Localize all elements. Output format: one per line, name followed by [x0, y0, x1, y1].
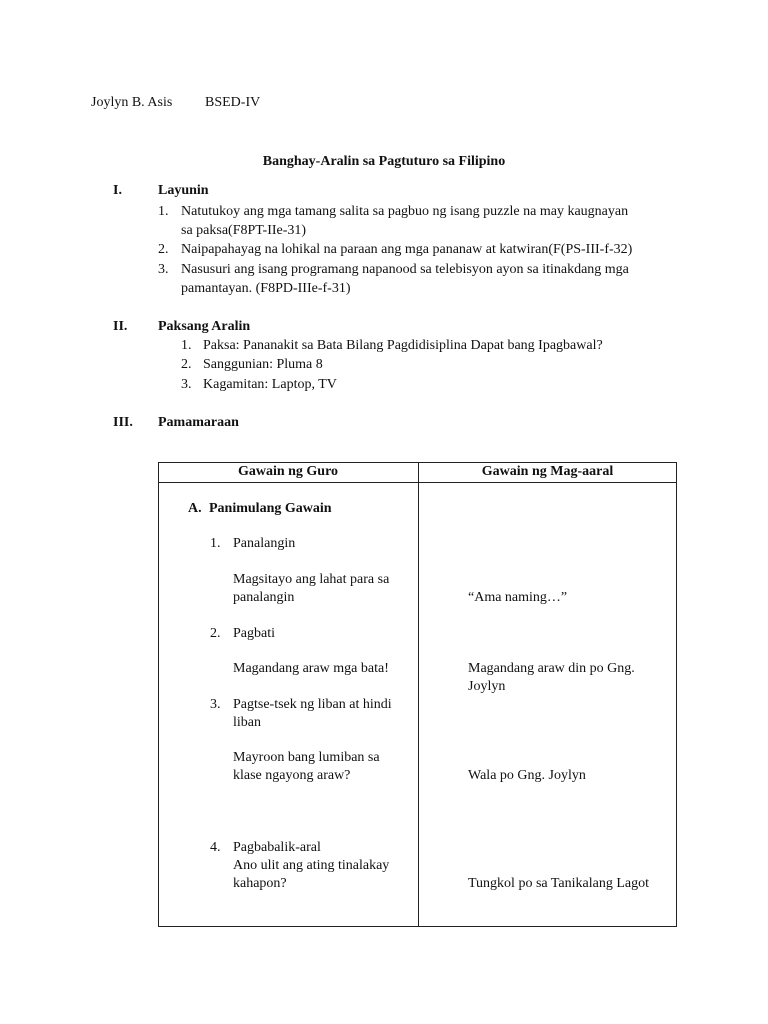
step-title: Panalangin [233, 536, 296, 551]
teacher-line: Magandang araw mga bata! [233, 661, 389, 676]
teacher-line: kahapon? [233, 876, 287, 891]
course-label: BSED-IV [205, 95, 261, 110]
section-heading-pamamaraan: Pamamaraan [158, 415, 239, 430]
list-item-continuation: pamantayan. (F8PD-IIIe-f-31) [181, 281, 351, 296]
step-title-continuation: liban [233, 715, 261, 730]
student-line: “Ama naming…” [468, 590, 568, 605]
list-number: 3. [181, 377, 192, 392]
subsection-title: Panimulang Gawain [209, 501, 332, 516]
student-line: Joylyn [468, 679, 506, 694]
table-header-teacher: Gawain ng Guro [237, 464, 339, 479]
section-numeral-2: II. [113, 319, 128, 334]
list-number: 2. [181, 357, 192, 372]
list-item: Sanggunian: Pluma 8 [203, 357, 323, 372]
list-number: 2. [158, 242, 169, 257]
list-item: Kagamitan: Laptop, TV [203, 377, 337, 392]
list-item: Paksa: Pananakit sa Bata Bilang Pagdidisiplina Dapat bang Ipagbawal? [203, 338, 603, 353]
list-item: Naipapahayag na lohikal na paraan ang mga pananaw at katwiran(F(PS-III-f-32) [181, 242, 633, 257]
author-name: Joylyn B. Asis [91, 95, 173, 110]
list-item: Natutukoy ang mga tamang salita sa pagbuo ng isang puzzle na may kaugnayan [181, 204, 629, 219]
section-numeral-3: III. [113, 415, 133, 430]
step-number: 4. [210, 840, 221, 855]
step-number: 1. [210, 536, 221, 551]
document-title: Banghay-Aralin sa Pagtuturo sa Filipino [262, 154, 506, 169]
list-item-continuation: sa paksa(F8PT-IIe-31) [181, 223, 307, 238]
teacher-line: panalangin [233, 590, 295, 605]
teacher-line: Mayroon bang lumiban sa [233, 750, 380, 765]
list-item: Nasusuri ang isang programang napanood sa telebisyon ayon sa itinakdang mga [181, 262, 629, 277]
student-line: Wala po Gng. Joylyn [468, 768, 586, 783]
teacher-line: Ano ulit ang ating tinalakay [233, 858, 390, 873]
step-title: Pagbabalik-aral [233, 840, 321, 855]
step-title: Pagtse-tsek ng liban at hindi [233, 697, 392, 712]
section-heading-paksang-aralin: Paksang Aralin [158, 319, 251, 334]
table-header-student: Gawain ng Mag-aaral [481, 464, 614, 479]
list-number: 1. [158, 204, 169, 219]
subsection-letter: A. [188, 501, 202, 516]
student-line: Magandang araw din po Gng. [468, 661, 635, 676]
step-number: 3. [210, 697, 221, 712]
list-number: 1. [181, 338, 192, 353]
list-number: 3. [158, 262, 169, 277]
student-line: Tungkol po sa Tanikalang Lagot [468, 876, 650, 891]
step-title: Pagbati [233, 626, 275, 641]
section-numeral-1: I. [113, 183, 122, 198]
table-column-divider [418, 463, 419, 926]
teacher-line: klase ngayong araw? [233, 768, 351, 783]
step-number: 2. [210, 626, 221, 641]
section-heading-layunin: Layunin [158, 183, 209, 198]
teacher-line: Magsitayo ang lahat para sa [233, 572, 390, 587]
